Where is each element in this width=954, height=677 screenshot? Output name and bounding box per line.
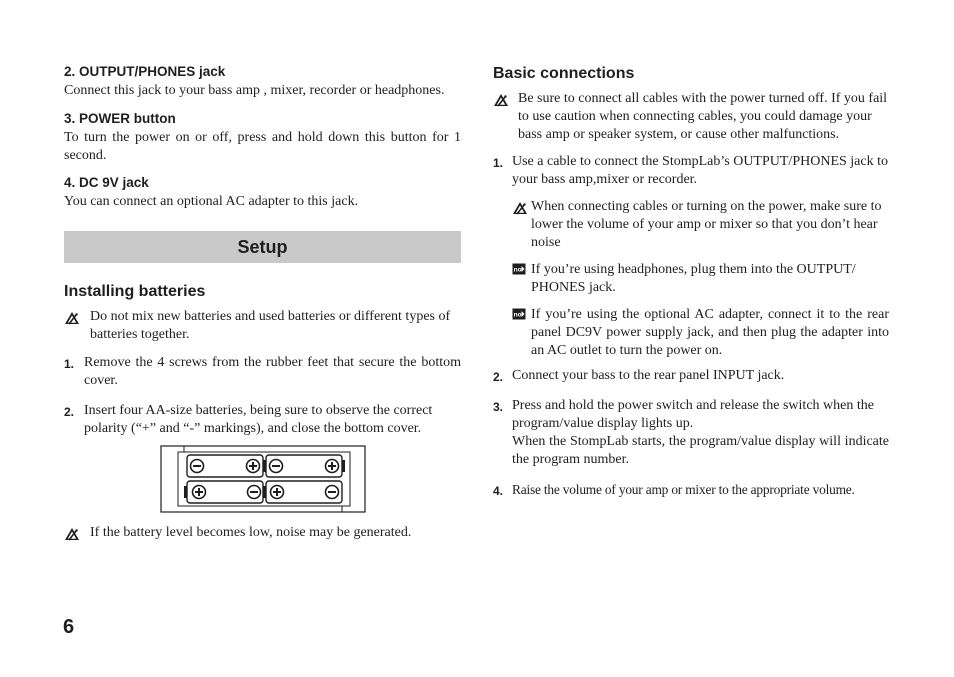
battery-icon: [184, 481, 263, 503]
step-number: 4.: [493, 484, 504, 498]
note-ac-adapter: If you’re using the optional AC adapter, connect it to the rear panel DC9V power supply jack, and then plug the adapter into an AC outlet to turn the power on.: [531, 307, 889, 358]
step-connect-output: Use a cable to connect the StompLab’s OUTPUT/PHONES jack to your bass amp,mixer or recorder.: [512, 154, 888, 187]
page-number: 6: [63, 616, 75, 638]
step-insert-batteries: Insert four AA-size batteries, being sure to observe the correct polarity (“+” and “-” markings), and close the bottom cover.: [84, 403, 433, 436]
step-power-switch-detail: When the StompLab starts, the program/value display will indicate the program number.: [512, 434, 889, 467]
caution-triangle-icon: [64, 311, 80, 325]
caution-mix-batteries: Do not mix new batteries and used batteries or different types of batteries together.: [90, 309, 451, 342]
caution-lower-volume: When connecting cables or turning on the power, make sure to lower the volume of your amp or mixer so that you don’t hear noise: [531, 199, 882, 250]
basic-connections-heading: Basic connections: [493, 65, 635, 82]
setup-title: Setup: [237, 237, 288, 257]
step-number: 1.: [493, 156, 504, 170]
note-icon: [512, 308, 526, 320]
output-phones-text: Connect this jack to your bass amp , mixer, recorder or headphones.: [64, 83, 445, 98]
caution-triangle-icon: [493, 93, 509, 107]
power-button-heading: 3. POWER button: [64, 111, 176, 126]
installing-batteries-heading: Installing batteries: [64, 283, 206, 300]
battery-icon: [263, 481, 342, 503]
caution-power-off: Be sure to connect all cables with the power turned off. If you fail to use caution when connecting cables, you could damage your bass amp or speaker system, or cause other malfunctions.: [518, 91, 888, 142]
battery-icon: [187, 455, 266, 477]
dc9v-heading: 4. DC 9V jack: [64, 175, 149, 190]
dc9v-text: You can connect an optional AC adapter to this jack.: [64, 194, 359, 209]
battery-compartment-illustration: [160, 444, 366, 514]
caution-triangle-icon: [64, 527, 80, 541]
note-headphones: If you’re using headphones, plug them into the OUTPUT/ PHONES jack.: [531, 262, 856, 295]
battery-icon: [266, 455, 345, 477]
step-number: 3.: [493, 400, 504, 414]
step-raise-volume: Raise the volume of your amp or mixer to the appropriate volume.: [512, 482, 855, 497]
caution-low-battery: If the battery level becomes low, noise may be generated.: [90, 525, 412, 540]
setup-section-bar: [64, 231, 461, 263]
note-icon: [512, 263, 526, 275]
caution-triangle-icon: [512, 201, 528, 215]
step-number: 2.: [64, 405, 75, 419]
step-number: 1.: [64, 357, 75, 371]
output-phones-heading: 2. OUTPUT/PHONES jack: [64, 64, 226, 79]
step-number: 2.: [493, 370, 504, 384]
power-button-text: To turn the power on or off, press and hold down this button for 1 second.: [64, 130, 461, 163]
step-remove-screws: Remove the 4 screws from the rubber feet that secure the bottom cover.: [84, 355, 461, 388]
step-power-switch: Press and hold the power switch and release the switch when the program/value display lights up.: [512, 398, 874, 431]
step-connect-bass: Connect your bass to the rear panel INPUT jack.: [512, 368, 785, 383]
